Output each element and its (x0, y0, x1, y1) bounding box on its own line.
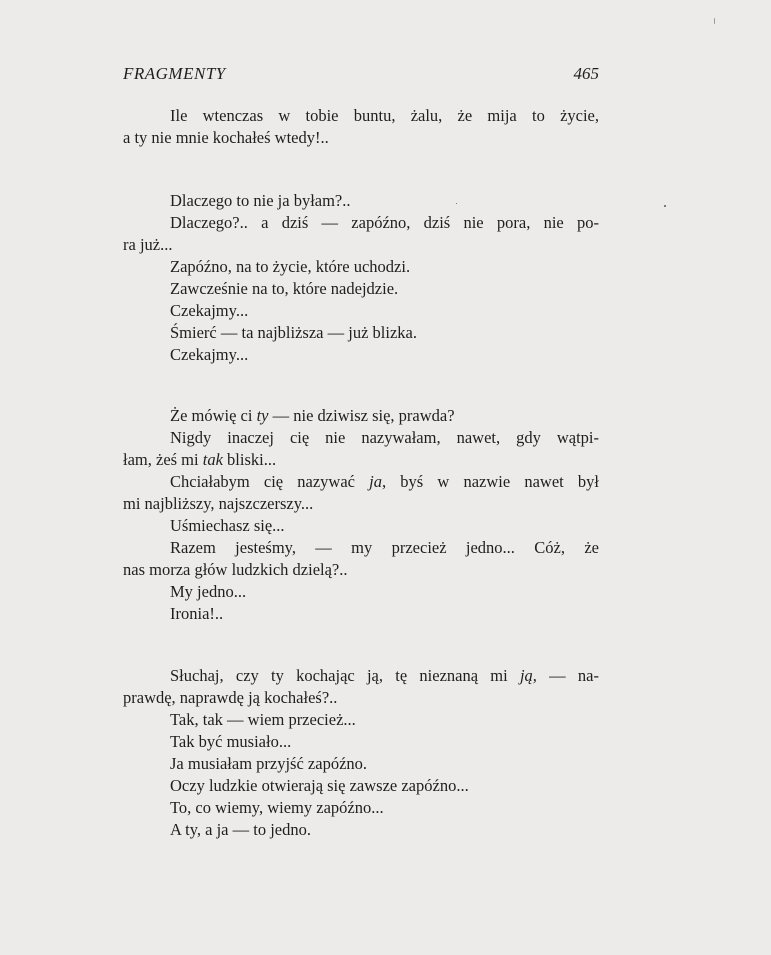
text-line: mi najbliższy, najszczerszy... (123, 494, 314, 513)
text-line: Czekajmy... (170, 345, 249, 364)
text-line: Oczy ludzkie otwierają się zawsze zapóźno... (170, 776, 469, 795)
text-line: Czekajmy... (170, 301, 249, 320)
text-line: To, co wiemy, wiemy zapóźno... (170, 798, 384, 817)
text-line: Zawcześnie na to, które nadejdzie. (170, 279, 399, 298)
paper-speck (714, 18, 715, 24)
running-head (123, 64, 599, 90)
text-line: Dlaczego?.. a dziś — zapóźno, dziś nie pora, nie po- (170, 213, 599, 232)
text-line: Ja musiałam przyjść zapóźno. (170, 754, 368, 773)
text-line: My jedno... (170, 582, 247, 601)
page-number: 465 (573, 64, 599, 83)
running-title: FRAGMENTY (123, 64, 226, 83)
text-line: Dlaczego to nie ja byłam?.. (170, 191, 351, 210)
text-line: Nigdy inaczej cię nie nazywałam, nawet, gdy wątpi- (170, 428, 599, 447)
text-line: Razem jesteśmy, — my przecież jedno... Cóż, że (170, 538, 599, 557)
text-line: łam, żeś mi tak bliski... (123, 450, 277, 469)
text-line: ra już... (123, 235, 173, 254)
paper-speck (664, 205, 666, 207)
text-line: Zapóźno, na to życie, które uchodzi. (170, 257, 411, 276)
text-line: Uśmiechasz się... (170, 516, 285, 535)
text-line: Ironia!.. (170, 604, 224, 623)
text-line: Chciałabym cię nazywać ja, byś w nazwie nawet był (170, 472, 599, 491)
text-line: Śmierć — ta najbliższa — już blizka. (170, 323, 417, 342)
text-line: Tak, tak — wiem przecież... (170, 710, 356, 729)
text-line: Tak być musiało... (170, 732, 292, 751)
text-line: prawdę, naprawdę ją kochałeś?.. (123, 688, 338, 707)
text-line: Że mówię ci ty — nie dziwisz się, prawda? (170, 406, 455, 425)
paper-speck (456, 203, 457, 204)
text-line: nas morza głów ludzkich dzielą?.. (123, 560, 348, 579)
text-line: Ile wtenczas w tobie buntu, żalu, że mija to życie, (170, 106, 599, 125)
text-line: A ty, a ja — to jedno. (170, 820, 311, 839)
text-line: Słuchaj, czy ty kochając ją, tę nieznaną mi ją, — na- (170, 666, 599, 685)
text-line: a ty nie mnie kochałeś wtedy!.. (123, 128, 329, 147)
